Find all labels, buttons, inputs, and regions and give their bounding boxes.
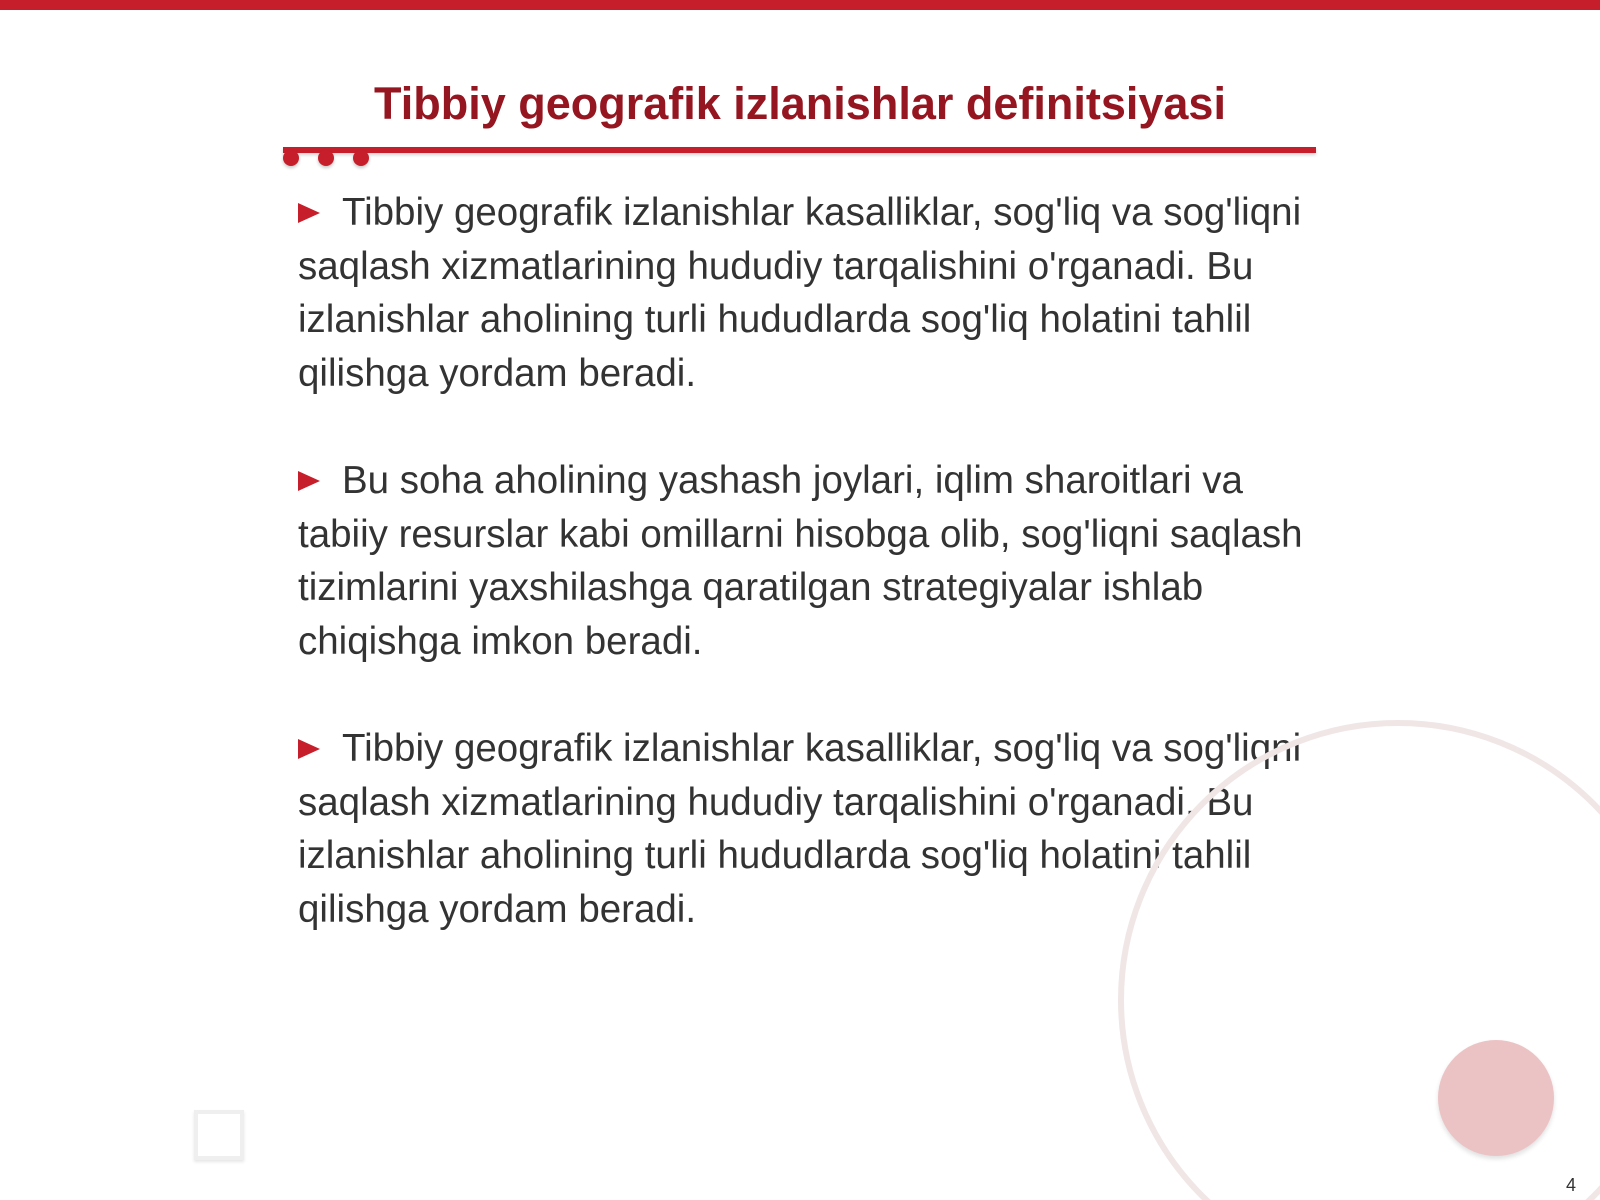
slide-title: Tibbiy geografik izlanishlar definitsiyasi [374, 78, 1226, 129]
page-number: 4 [1565, 1175, 1576, 1195]
decor-square [194, 1110, 244, 1160]
top-accent-bar [0, 0, 1600, 10]
bullet-text: Tibbiy geografik izlanishlar kasalliklar, sog'liq va sog'liqni saqlash xizmatlarining hududiy tarqalishini o'rganadi. Bu izlanishlar aholining turli hududlarda sog'liq holatini tahlil qilishga yordam beradi. [298, 727, 1302, 931]
title-underline [283, 147, 1316, 153]
bullet-item [298, 454, 1328, 668]
decor-dot [353, 150, 369, 166]
triangle-right-icon [298, 739, 320, 759]
bullet-text: Tibbiy geografik izlanishlar kasalliklar, sog'liq va sog'liqni saqlash xizmatlarining hududiy tarqalishini o'rganadi. Bu izlanishlar aholining turli hududlarda sog'liq holatini tahlil qilishga yordam beradi. [298, 191, 1302, 395]
decor-dot [283, 150, 299, 166]
triangle-right-icon [298, 203, 320, 223]
bullet-item [298, 186, 1328, 400]
decor-dot [318, 150, 334, 166]
bullet-text: Bu soha aholining yashash joylari, iqlim sharoitlari va tabiiy resurslar kabi omillarni hisobga olib, sog'liqni saqlash tizimlarini yaxshilashga qaratilgan strategiyalar ishlab chiqishga imkon beradi. [298, 459, 1303, 663]
decor-circle [1438, 1040, 1554, 1156]
triangle-right-icon [298, 471, 320, 491]
